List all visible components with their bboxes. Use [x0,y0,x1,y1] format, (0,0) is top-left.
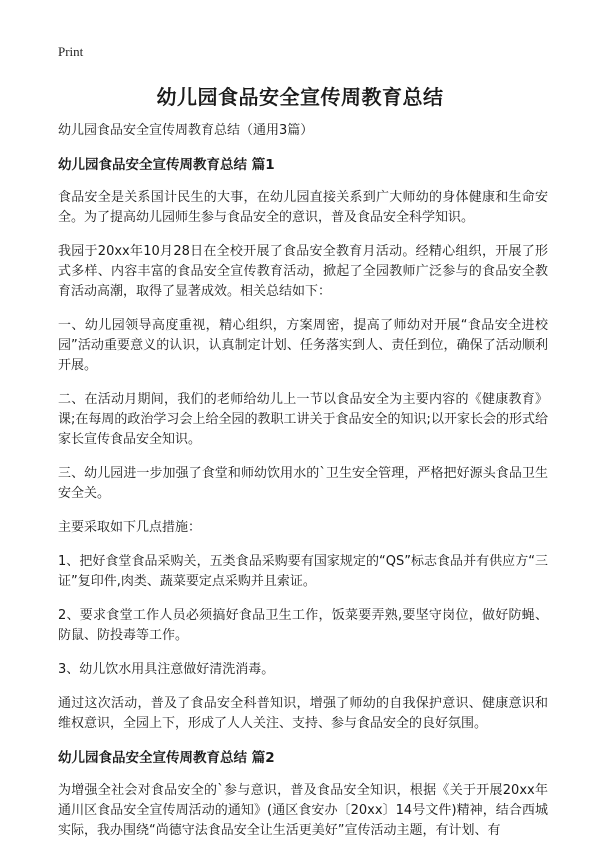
section-1-paragraph-10: 通过这次活动，普及了食品安全科普知识，增强了师幼的自我保护意识、健康意识和维权意识，全园上下，形成了人人关注、支持、参与食品安全的良好氛围。 [58,696,548,731]
section-1-paragraph-6: 主要采取如下几点措施： [58,520,202,535]
document-subtitle: 幼儿园食品安全宣传周教育总结（通用3篇） [58,123,314,138]
section-1-paragraph-1: 食品安全是关系国计民生的大事，在幼儿园直接关系到广大师幼的身体健康和生命安全。为了提高幼儿园师生参与食品安全的意识，普及食品安全科学知识。 [58,190,548,225]
section-2-paragraph-1: 为增强全社会对食品安全的`参与意识，普及食品安全知识，根据《关于开展20xx年通川区食品安全宣传周活动的通知》(通区食安办〔20xx〕14号文件)精神，结合西城实际，我办围绕“尚德守法食品安全让生活更美好”宣传活动主题，有计划、有 [58,783,548,838]
section-2-heading: 幼儿园食品安全宣传周教育总结 篇2 [58,750,275,766]
section-1-paragraph-5: 三、幼儿园进一步加强了食堂和师幼饮用水的`卫生安全管理，严格把好源头食品卫生安全关。 [58,466,548,501]
section-1-heading: 幼儿园食品安全宣传周教育总结 篇1 [58,157,275,173]
print-link[interactable]: Print [58,44,84,59]
section-1-paragraph-8: 2、要求食堂工作人员必须搞好食品卫生工作，饭菜要弄熟,要坚守岗位，做好防蝇、防鼠、防投毒等工作。 [58,608,548,643]
document-title: 幼儿园食品安全宣传周教育总结 [156,85,444,109]
section-1-paragraph-3: 一、幼儿园领导高度重视，精心组织，方案周密，提高了师幼对开展“食品安全进校园”活动重要意义的认识，认真制定计划、任务落实到人、责任到位，确保了活动顺利开展。 [58,318,548,373]
section-1-paragraph-7: 1、把好食堂食品采购关，五类食品采购要有国家规定的“QS”标志食品并有供应方“三证”复印件,肉类、蔬菜要定点采购并且索证。 [58,554,548,589]
document-body [58,121,548,855]
section-1-paragraph-2: 我园于20xx年10月28日在全校开展了食品安全教育月活动。经精心组织，开展了形式多样、内容丰富的食品安全宣传教育活动，掀起了全园教师广泛参与的食品安全教育活动高潮，取得了显著成效。相关总结如下： [58,244,548,299]
section-1-paragraph-9: 3、幼儿饮水用具注意做好清洗消毒。 [58,662,275,677]
section-1-paragraph-4: 二、在活动月期间，我们的老师给幼儿上一节以食品安全为主要内容的《健康教育》课;在每周的政治学习会上给全园的教职工讲关于食品安全的知识;以开家长会的形式给家长宣传食品安全知识。 [58,392,548,447]
